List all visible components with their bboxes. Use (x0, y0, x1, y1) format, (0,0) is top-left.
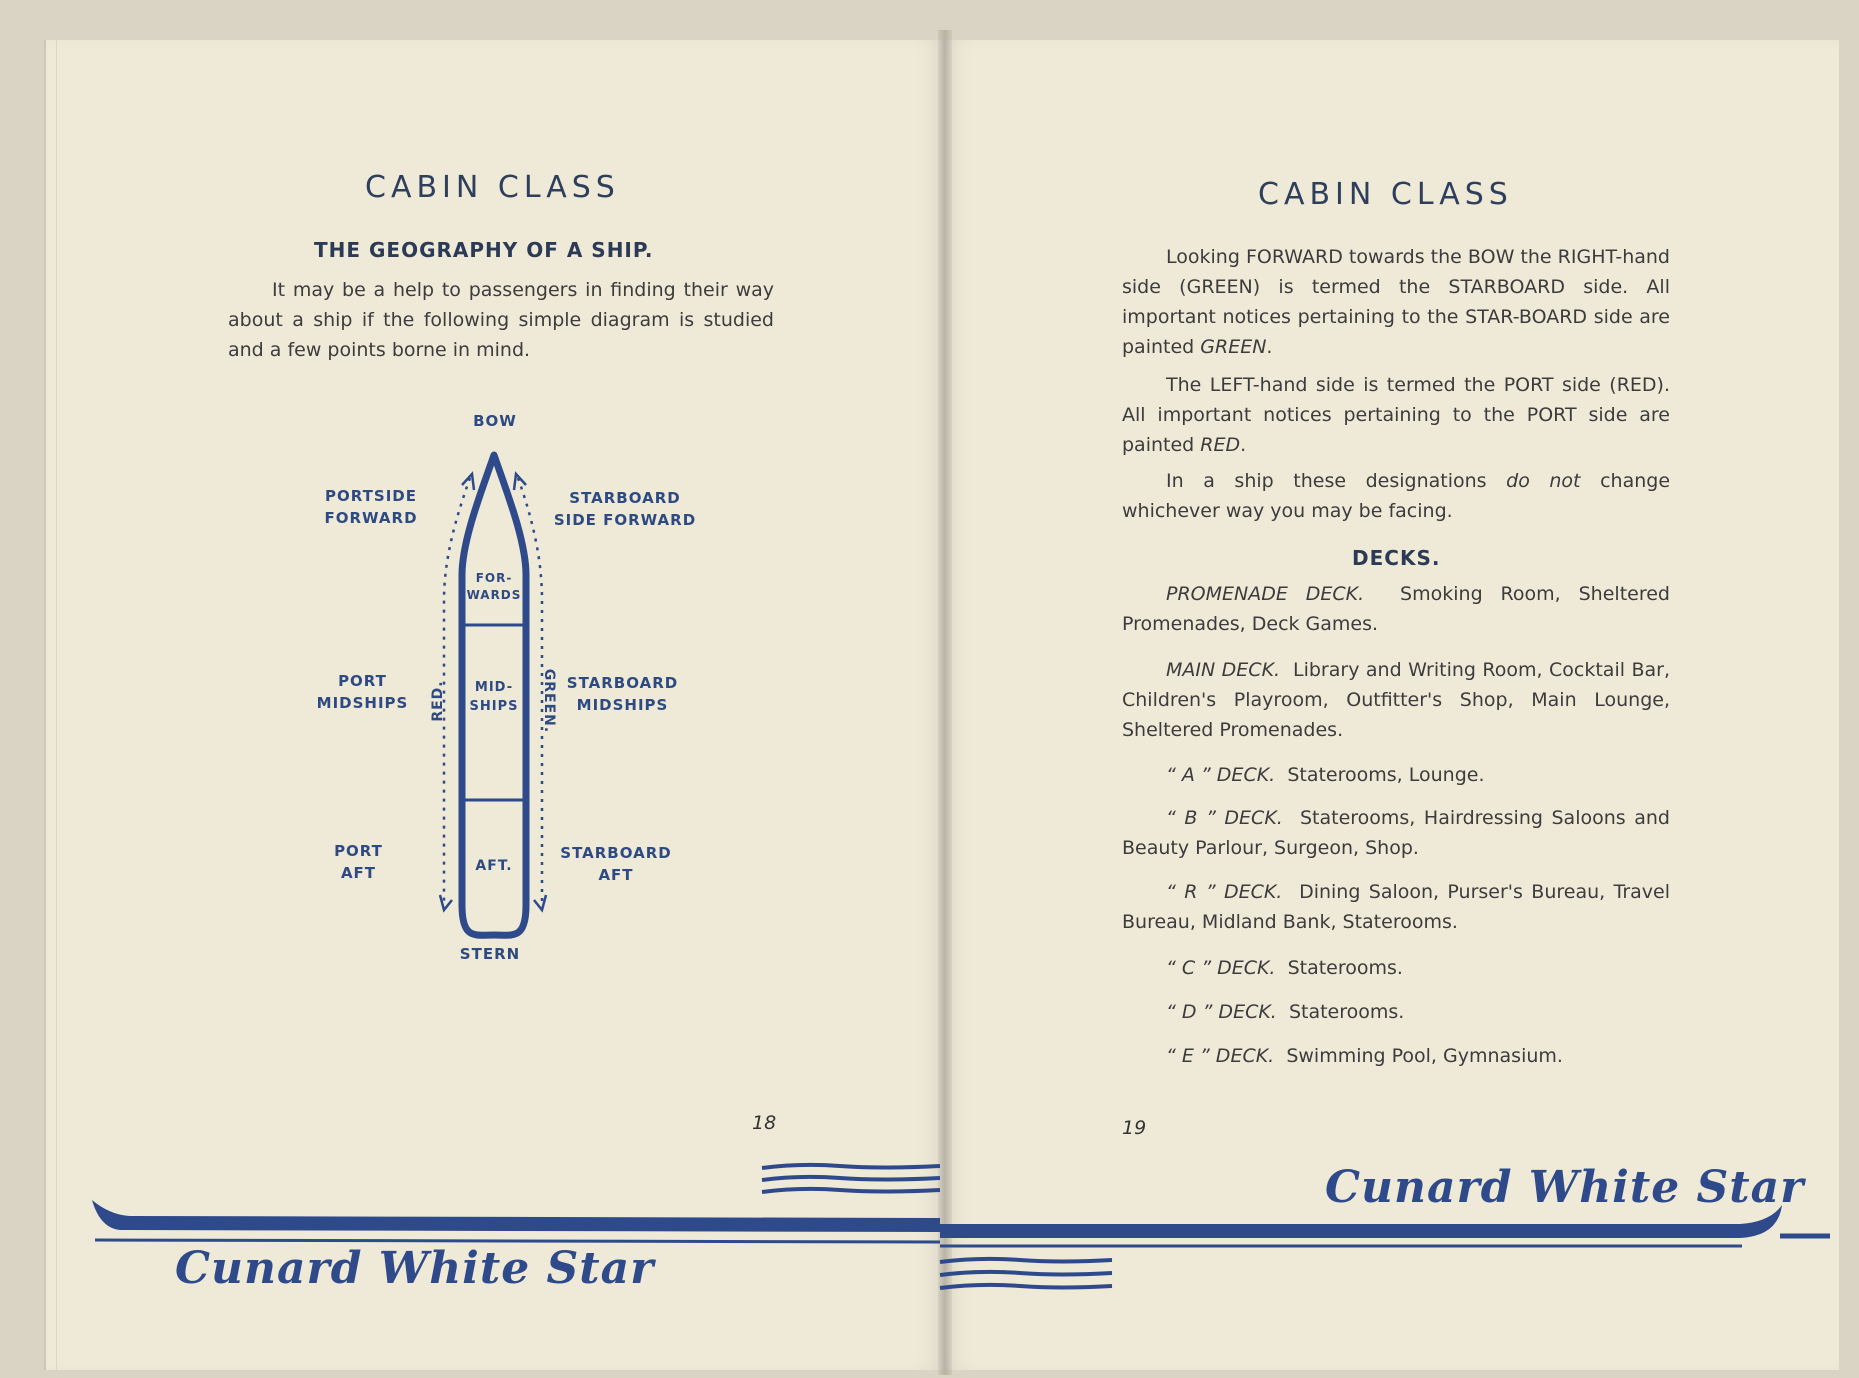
right-paragraph-2: The LEFT-hand side is termed the PORT side (RED). All important notices pertaining to the PORT side are painted RED. (1122, 374, 1670, 456)
right-page-title: CABIN CLASS (1258, 177, 1513, 212)
deck-entry-main: MAIN DECK. Library and Writing Room, Cocktail Bar, Children's Playroom, Outfitter's Shop, Main Lounge, Sheltered Promenades. (1122, 659, 1670, 741)
bow-label: BOW (473, 412, 517, 430)
deck-entry-c: “ C ” DECK. Staterooms. (1166, 957, 1403, 979)
left-page-subtitle: THE GEOGRAPHY OF A SHIP. (314, 238, 654, 262)
starboard-midships-label: STARBOARD MIDSHIPS (566, 674, 679, 714)
decks-heading: DECKS. (1352, 546, 1441, 570)
right-brand-logo: Cunard White Star (1325, 1162, 1805, 1213)
forwards-section-label: FOR- WARDS (466, 571, 522, 602)
deck-entry-a: “ A ” DECK. Staterooms, Lounge. (1166, 764, 1485, 786)
intro-text: It may be a help to passengers in finding their way about a ship if the following simple diagram is studied and a few points borne in mind. (228, 279, 774, 361)
deck-entry-promenade: PROMENADE DECK. Smoking Room, Sheltered Promenades, Deck Games. (1122, 583, 1670, 635)
deck-entry-e: “ E ” DECK. Swimming Pool, Gymnasium. (1166, 1045, 1563, 1067)
starboard-side-forward-label: STARBOARD SIDE FORWARD (553, 489, 697, 529)
right-page-number: 19 (1122, 1117, 1147, 1139)
midships-section-label: MID- SHIPS (469, 680, 519, 714)
port-midships-label: PORT MIDSHIPS (316, 672, 409, 712)
starboard-aft-label: STARBOARD AFT (560, 844, 672, 884)
left-page-title: CABIN CLASS (365, 170, 620, 205)
port-aft-label: PORT AFT (334, 842, 383, 882)
portside-forward-label: PORTSIDE FORWARD (324, 487, 418, 527)
deck-entry-d: “ D ” DECK. Staterooms. (1166, 1001, 1405, 1023)
red-label: RED. (430, 680, 446, 722)
green-label: GREEN. (541, 668, 557, 734)
right-paragraph-1: Looking FORWARD towards the BOW the RIGHT-hand side (GREEN) is termed the STARBOARD side. All important notices pertaining to the STAR-BOARD side are painted GREEN. (1122, 246, 1670, 358)
aft-section-label: AFT. (475, 858, 513, 874)
left-brand-logo: Cunard White Star (175, 1243, 655, 1294)
stern-label: STERN (459, 945, 521, 963)
deck-entry-r: “ R ” DECK. Dining Saloon, Purser's Bureau, Travel Bureau, Midland Bank, Staterooms. (1122, 881, 1670, 933)
left-page-number: 18 (752, 1112, 777, 1134)
deck-entry-b: “ B ” DECK. Staterooms, Hairdressing Saloons and Beauty Parlour, Surgeon, Shop. (1122, 807, 1670, 859)
right-paragraph-3: In a ship these designations do not change whichever way you may be facing. (1122, 470, 1671, 522)
